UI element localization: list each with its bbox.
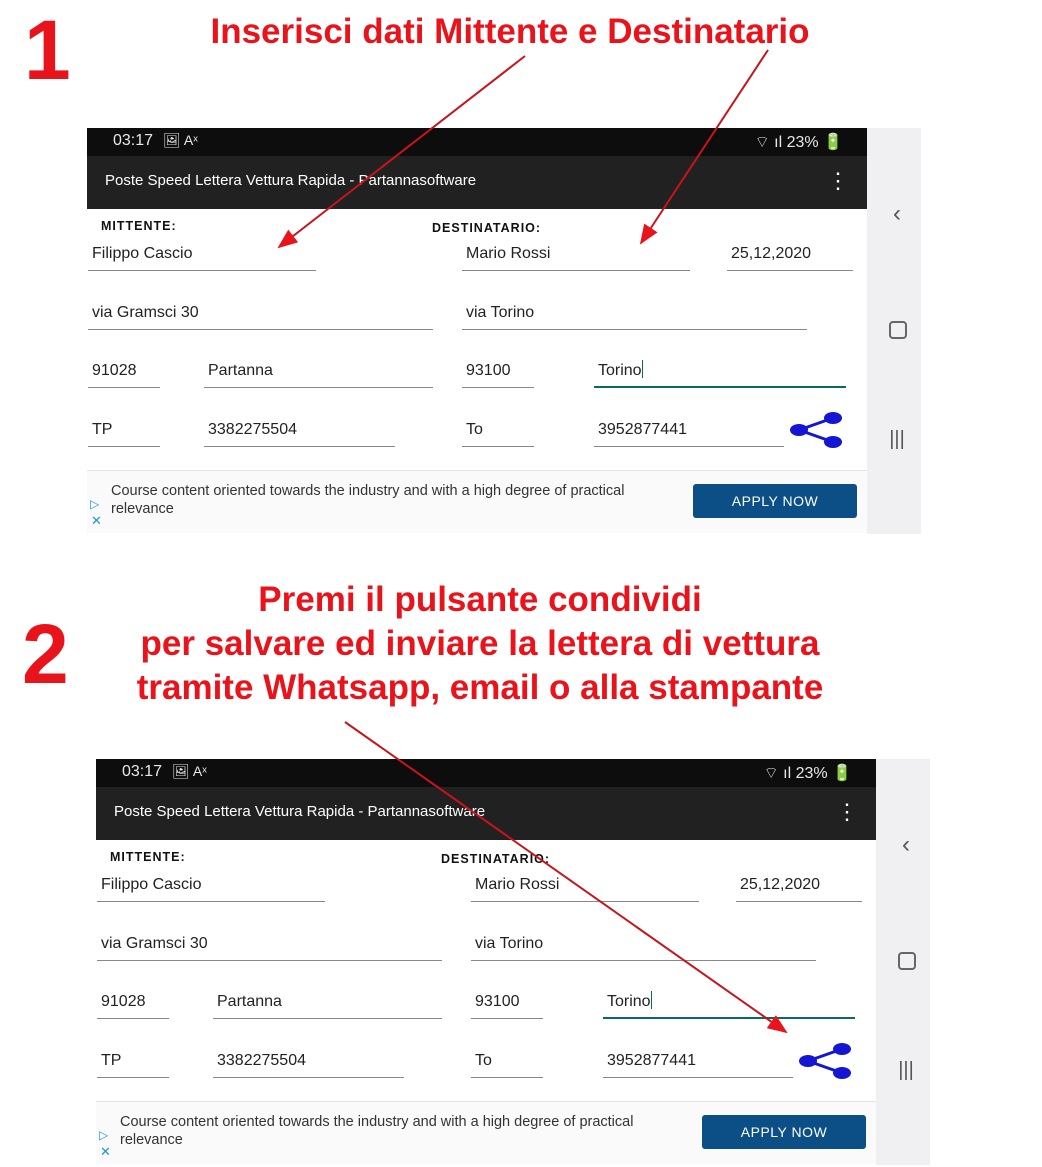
recipient-phone-input[interactable]: 3952877441 [603,1048,793,1078]
sender-city-input[interactable]: Partanna [213,989,442,1019]
sender-cap-input[interactable]: 91028 [97,989,169,1019]
back-chevron-icon[interactable]: ‹ [902,831,910,858]
sender-province-input[interactable]: TP [88,417,160,447]
recipient-name-input[interactable]: Mario Rossi [462,241,690,271]
sender-city-input[interactable]: Partanna [204,358,433,388]
step-2-number: 2 [22,607,69,701]
date-input[interactable]: 25,12,2020 [736,872,862,902]
recipient-cap-input[interactable]: 93100 [471,989,543,1019]
recipient-phone-input[interactable]: 3952877441 [594,417,784,447]
recipient-cap-input[interactable]: 93100 [462,358,534,388]
status-battery: ⌔ ıl 23% 🔋 [754,134,843,151]
sender-cap-input[interactable]: 91028 [88,358,160,388]
sender-province-input[interactable]: TP [97,1048,169,1078]
recipient-label: DESTINATARIO: [432,221,542,235]
sender-name-input[interactable]: Filippo Cascio [97,872,325,902]
ad-close-icon[interactable]: ✕ [91,513,102,528]
status-notification-icons: 🖼 Aˣ [172,763,207,779]
step-2-caption-line: per salvare ed inviare la lettera di vettura [140,624,820,663]
sender-address-input[interactable]: via Gramsci 30 [88,300,433,330]
apply-now-button[interactable]: APPLY NOW [702,1115,866,1149]
step-2-caption-line: tramite Whatsapp, email o alla stampante [136,668,824,707]
ad-text: Course content oriented towards the industry and with a high degree of practical relevance [120,1114,634,1148]
back-chevron-icon[interactable]: ‹ [893,200,901,227]
step-2-caption-line: Premi il pulsante condividi [258,580,702,619]
step-1-caption: Inserisci dati Mittente e Destinatario [210,12,810,51]
app-title: Poste Speed Lettera Vettura Rapida - Partannasoftware [105,172,477,189]
status-notification-icons: 🖼 Aˣ [163,132,198,148]
recipient-city-value: Torino [607,993,651,1010]
recipient-address-input[interactable]: via Torino [462,300,807,330]
sender-label: MITTENTE: [101,219,177,233]
recipient-address-input[interactable]: via Torino [471,931,816,961]
ad-close-icon[interactable]: ✕ [100,1144,111,1159]
recents-icon[interactable]: ||| [889,428,905,450]
recipient-city-value: Torino [598,362,642,379]
kebab-menu-icon[interactable]: ⋮ [836,799,858,824]
app-title: Poste Speed Lettera Vettura Rapida - Partannasoftware [114,803,486,820]
arrow-to-sender [279,56,525,247]
recipient-label: DESTINATARIO: [441,852,551,866]
date-input[interactable]: 25,12,2020 [727,241,853,271]
sender-label: MITTENTE: [110,850,186,864]
ad-text: Course content oriented towards the industry and with a high degree of practical relevance [111,483,625,517]
status-battery: ⌔ ıl 23% 🔋 [763,765,852,782]
sender-phone-input[interactable]: 3382275504 [213,1048,404,1078]
ad-choices-icon[interactable]: ▷ [99,1128,109,1142]
sender-phone-input[interactable]: 3382275504 [204,417,395,447]
step-1-number: 1 [24,3,71,97]
arrow-to-share [345,722,786,1032]
status-time: 03:17 [113,132,154,149]
status-time: 03:17 [122,763,163,780]
apply-now-button[interactable]: APPLY NOW [693,484,857,518]
sender-address-input[interactable]: via Gramsci 30 [97,931,442,961]
recipient-province-input[interactable]: To [462,417,534,447]
ad-choices-icon[interactable]: ▷ [90,497,100,511]
kebab-menu-icon[interactable]: ⋮ [827,168,849,193]
recipient-province-input[interactable]: To [471,1048,543,1078]
recents-icon[interactable]: ||| [898,1059,914,1081]
arrow-to-recipient [641,50,768,243]
sender-name-input[interactable]: Filippo Cascio [88,241,316,271]
recipient-name-input[interactable]: Mario Rossi [471,872,699,902]
